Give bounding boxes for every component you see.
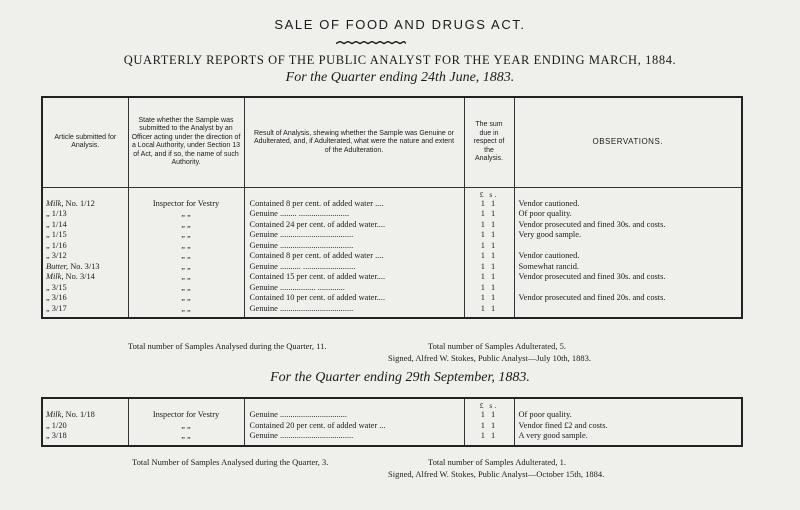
cell-sum: 1 1 (464, 251, 514, 262)
cell-submitted: „ „ (128, 293, 244, 304)
cell-sum: 1 1 (464, 241, 514, 252)
cell-obs: Of poor quality. (514, 410, 742, 421)
cell-submitted: Inspector for Vestry (128, 410, 244, 421)
cell-submitted: „ „ (128, 283, 244, 294)
cell-article: „ 1/20 (42, 421, 128, 432)
cell-obs: Vendor fined £2 and costs. (514, 421, 742, 432)
cell-obs (514, 283, 742, 294)
decorative-rule (336, 41, 406, 46)
table-row (42, 283, 742, 294)
cell-article: „ 1/15 (42, 230, 128, 241)
table-row (42, 410, 742, 421)
cell-result: Genuine ................................... (244, 230, 464, 241)
cell-sum: 1 1 (464, 431, 514, 442)
cell-sum: 1 1 (464, 272, 514, 283)
table-row (42, 220, 742, 231)
cell-result: Genuine ........ ........................ (244, 209, 464, 220)
cell-article: Milk, No. 1/18 (42, 410, 128, 421)
cell-result: Genuine ................................... (244, 241, 464, 252)
q2-total-adulterated: Total number of Samples Adulterated, 1. (428, 457, 566, 467)
cell-result: Contained 20 per cent. of added water ... (244, 421, 464, 432)
cell-article: „ 3/12 (42, 251, 128, 262)
cell-obs: Vendor cautioned. (514, 251, 742, 262)
cell-submitted: „ „ (128, 241, 244, 252)
cell-result: Contained 10 per cent. of added water.... (244, 293, 464, 304)
cell-result: Genuine ................................ (244, 410, 464, 421)
cell-article: „ 3/17 (42, 304, 128, 315)
cell-obs: A very good sample. (514, 431, 742, 442)
header-observations: OBSERVATIONS. (514, 97, 742, 187)
cell-obs: Of poor quality. (514, 209, 742, 220)
cell-submitted: „ „ (128, 304, 244, 315)
cell-result: Genuine ................................... (244, 431, 464, 442)
q2-signed: Signed, Alfred W. Stokes, Public Analyst—October 15th, 1884. (388, 469, 605, 479)
cell-sum: 1 1 (464, 293, 514, 304)
currency-label: £ s. (464, 398, 514, 410)
cell-sum: 1 1 (464, 421, 514, 432)
header-submitted: State whether the Sample was submitted to the Analyst by an Officer acting under the direction of a Local Authority, under Section 13 of Act, and if so, the name of such Authority. (128, 97, 244, 187)
cell-article: „ 3/16 (42, 293, 128, 304)
cell-submitted: „ „ (128, 421, 244, 432)
cell-obs: Vendor prosecuted and fined 30s. and costs. (514, 272, 742, 283)
cell-sum: 1 1 (464, 230, 514, 241)
cell-sum: 1 1 (464, 304, 514, 315)
table-row (42, 293, 742, 304)
report-subtitle: QUARTERLY REPORTS OF THE PUBLIC ANALYST FOR THE YEAR ENDING MARCH, 1884. (123, 53, 677, 67)
cell-submitted: „ „ (128, 251, 244, 262)
cell-obs (514, 241, 742, 252)
table-row (42, 431, 742, 442)
cell-obs: Vendor prosecuted and fined 20s. and costs. (514, 293, 742, 304)
table-row (42, 199, 742, 210)
cell-obs: Somewhat rancid. (514, 262, 742, 273)
table-row (42, 241, 742, 252)
table-row (42, 251, 742, 262)
cell-sum: 1 1 (464, 283, 514, 294)
cell-submitted: „ „ (128, 272, 244, 283)
quarter-2-heading: For the Quarter ending 29th September, 1883. (270, 370, 530, 385)
table-row (42, 209, 742, 220)
cell-result: Contained 15 per cent. of added water.... (244, 272, 464, 283)
q1-signed: Signed, Alfred W. Stokes, Public Analyst—July 10th, 1883. (388, 353, 592, 363)
cell-article: „ 3/18 (42, 431, 128, 442)
q1-total-analysed: Total number of Samples Analysed during the Quarter, 11. (128, 341, 327, 351)
table-row (42, 272, 742, 283)
cell-submitted: „ „ (128, 220, 244, 231)
cell-submitted: „ „ (128, 431, 244, 442)
cell-result: Contained 8 per cent. of added water .... (244, 251, 464, 262)
cell-article: „ 1/13 (42, 209, 128, 220)
header-sum: The sum due in respect of the Analysis. (464, 97, 514, 187)
quarter-1-heading: For the Quarter ending 24th June, 1883. (285, 70, 515, 85)
cell-submitted: Inspector for Vestry (128, 199, 244, 210)
cell-result: Genuine .......... ......................... (244, 262, 464, 273)
table-row (42, 304, 742, 315)
cell-article: „ 1/14 (42, 220, 128, 231)
quarter-2-table (41, 397, 743, 447)
table-row (42, 421, 742, 432)
cell-sum: 1 1 (464, 209, 514, 220)
cell-result: Contained 8 per cent. of added water .... (244, 199, 464, 210)
cell-article: „ 1/16 (42, 241, 128, 252)
cell-obs: Vendor cautioned. (514, 199, 742, 210)
cell-submitted: „ „ (128, 230, 244, 241)
cell-result: Genuine ................................... (244, 304, 464, 315)
header-article: Article submitted for Analysis. (42, 97, 128, 187)
cell-obs: Very good sample. (514, 230, 742, 241)
table-row (42, 262, 742, 273)
cell-article: „ 3/15 (42, 283, 128, 294)
cell-obs: Vendor prosecuted and fined 30s. and costs. (514, 220, 742, 231)
cell-article: Milk, No. 1/12 (42, 199, 128, 210)
cell-sum: 1 1 (464, 410, 514, 421)
page-title: SALE OF FOOD AND DRUGS ACT. (274, 17, 526, 32)
q1-total-adulterated: Total number of Samples Adulterated, 5. (428, 341, 566, 351)
cell-submitted: „ „ (128, 262, 244, 273)
currency-label: £ s. (464, 187, 514, 199)
header-result: Result of Analysis, shewing whether the Sample was Genuine or Adulterated, and, if Adulterated, what were the nature and extent of the Adulteration. (244, 97, 464, 187)
cell-obs (514, 304, 742, 315)
cell-result: Contained 24 per cent. of added water.... (244, 220, 464, 231)
cell-article: Butter, No. 3/13 (42, 262, 128, 273)
cell-sum: 1 1 (464, 199, 514, 210)
cell-sum: 1 1 (464, 220, 514, 231)
cell-result: Genuine ................. ............. (244, 283, 464, 294)
q2-total-analysed: Total Number of Samples Analysed during the Quarter, 3. (132, 457, 329, 467)
cell-article: Milk, No. 3/14 (42, 272, 128, 283)
quarter-1-table (41, 96, 743, 319)
cell-submitted: „ „ (128, 209, 244, 220)
table-row (42, 230, 742, 241)
cell-sum: 1 1 (464, 262, 514, 273)
